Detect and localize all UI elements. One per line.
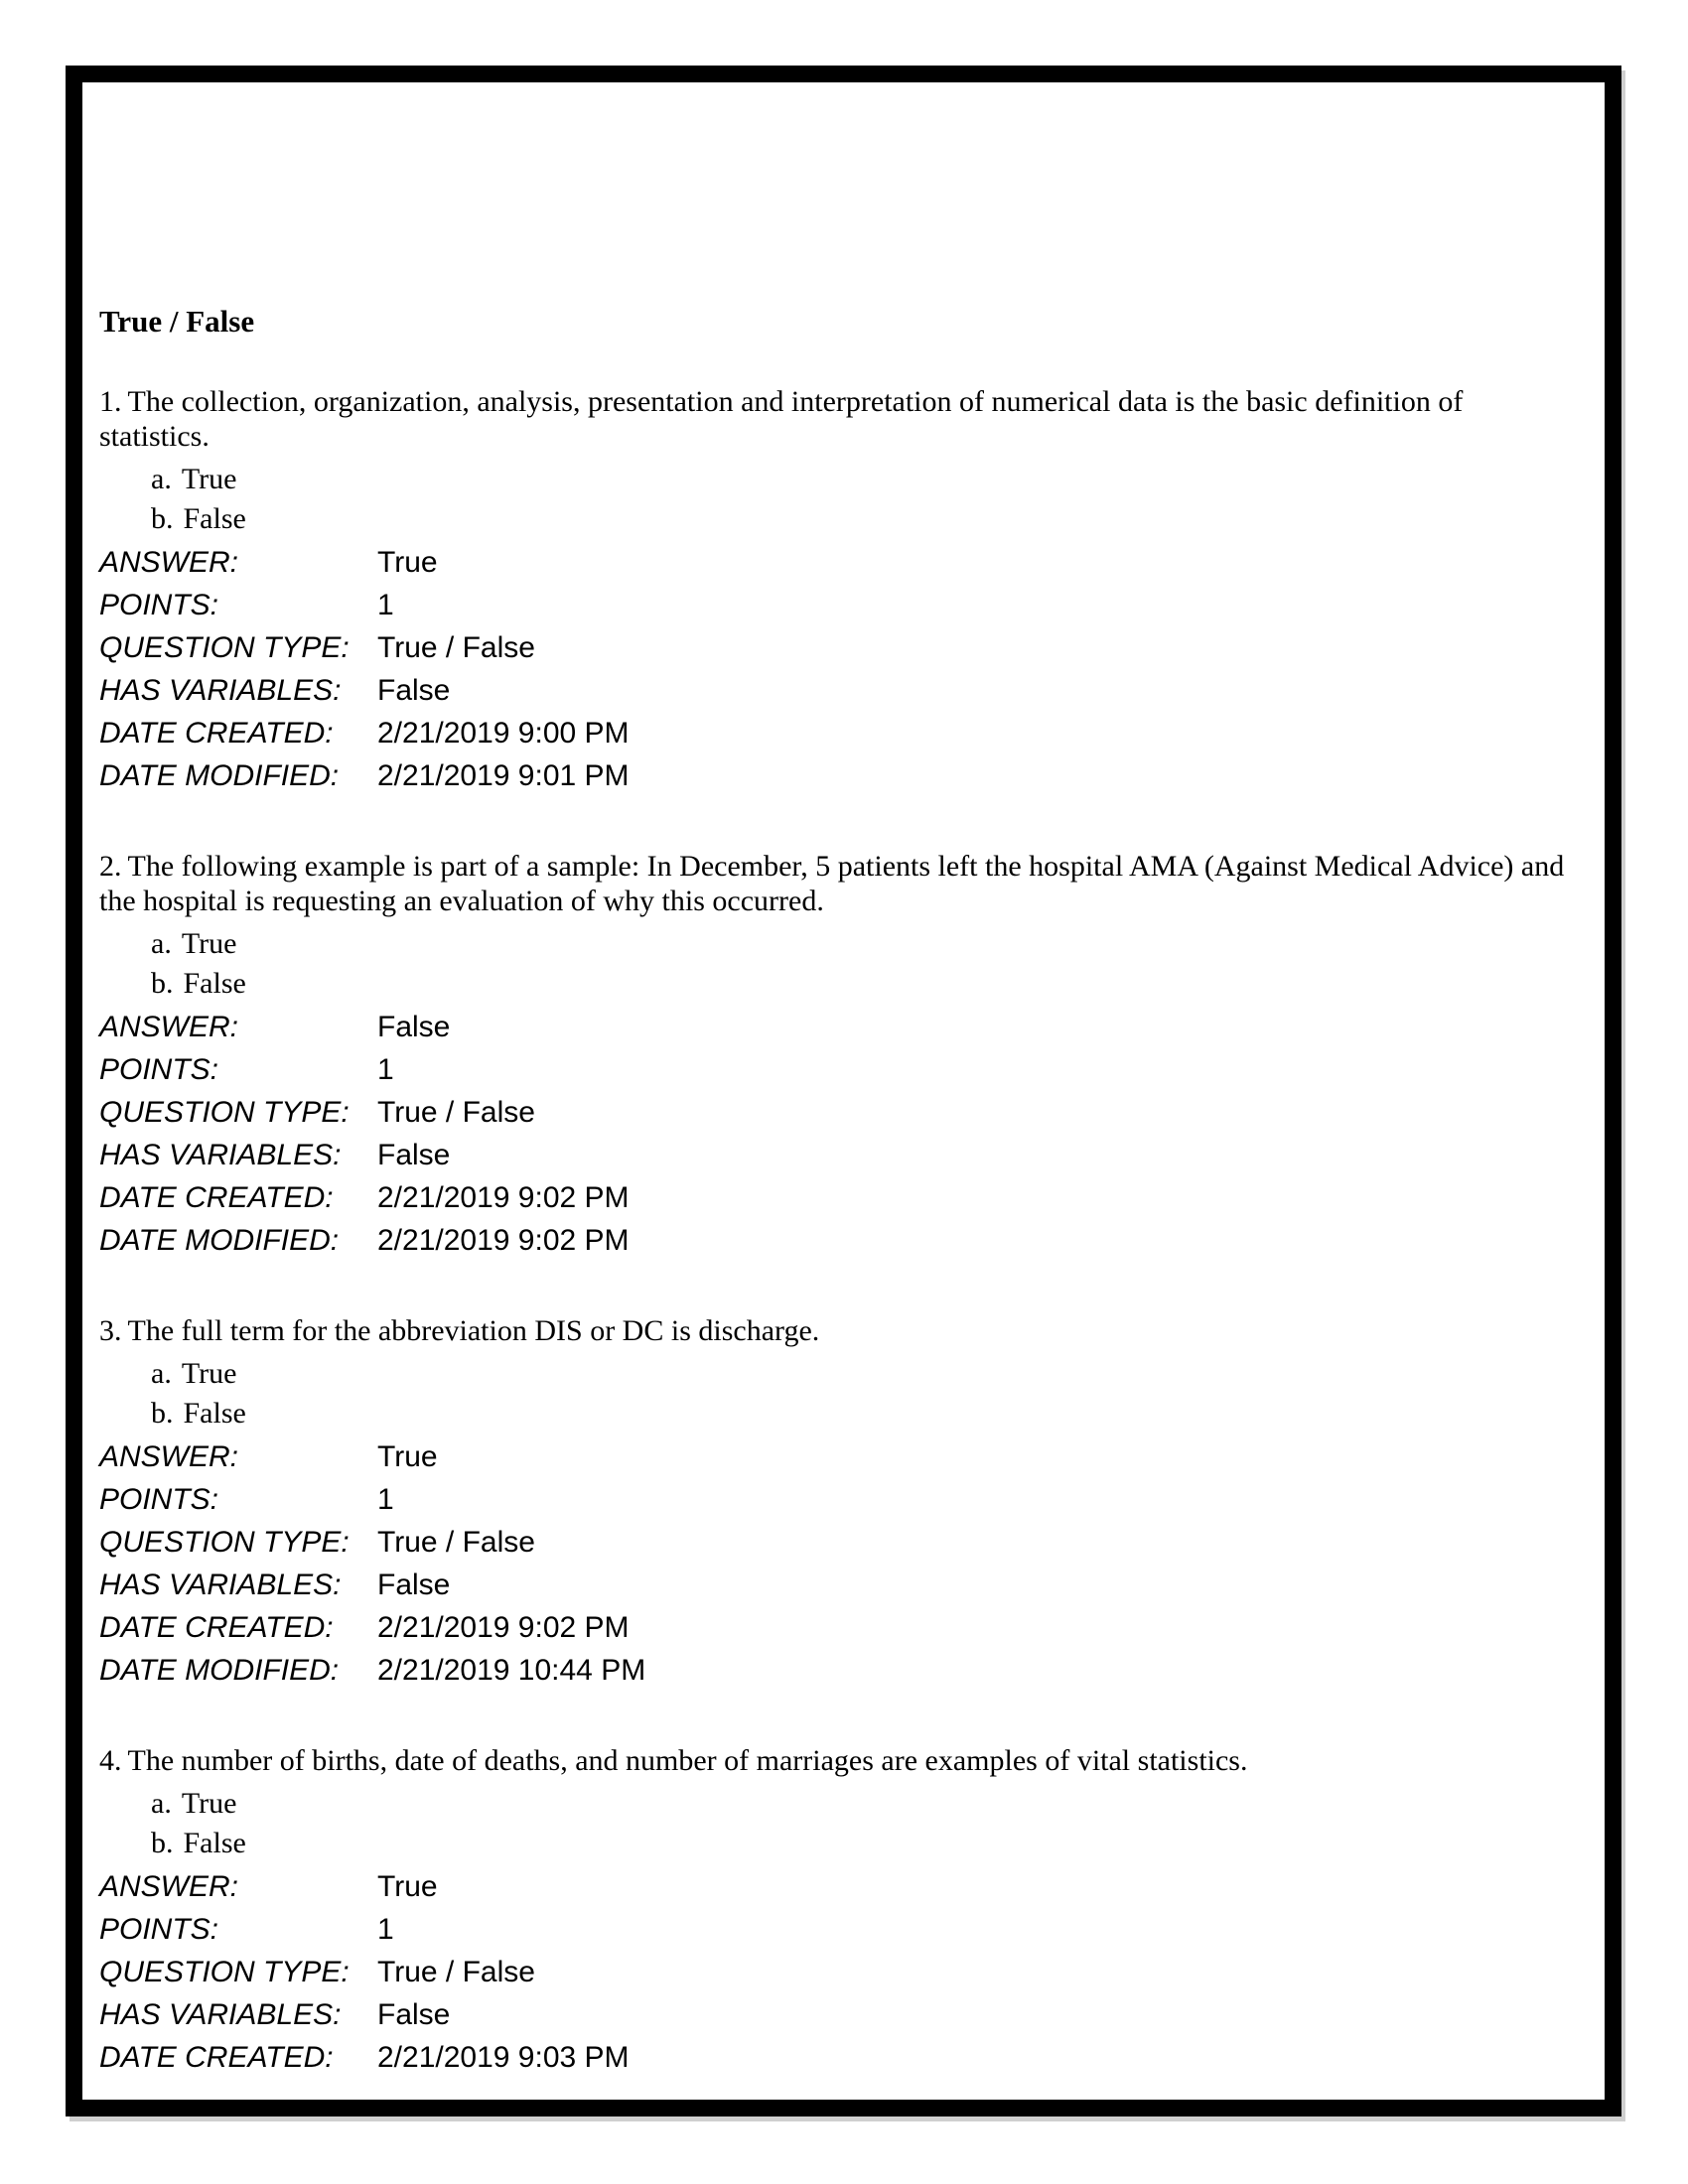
metadata-label: DATE MODIFIED: (99, 759, 340, 792)
page-border-frame (66, 66, 1621, 2116)
metadata-value: True / False (377, 1956, 535, 1988)
option-label: True (181, 463, 237, 495)
metadata-value: True / False (377, 1096, 535, 1129)
metadata-value: 2/21/2019 9:03 PM (377, 2041, 630, 2074)
metadata-label: HAS VARIABLES: (99, 1998, 342, 2031)
page-content (82, 82, 1605, 2079)
metadata-label: DATE MODIFIED: (99, 1224, 340, 1257)
options-list (99, 460, 1579, 539)
question-text (99, 384, 1579, 454)
metadata-value: 2/21/2019 9:01 PM (377, 759, 630, 792)
options-list (99, 1354, 1579, 1433)
metadata-row (99, 1951, 1579, 1993)
section-heading: True / False (99, 304, 255, 339)
metadata-value: False (377, 1998, 451, 2031)
metadata-value: False (377, 1139, 451, 1171)
metadata-label: ANSWER: (99, 1870, 239, 1903)
metadata-label: HAS VARIABLES: (99, 1569, 342, 1601)
metadata-label: POINTS: (99, 589, 219, 621)
metadata-row (99, 2036, 1579, 2079)
metadata-value: 2/21/2019 9:02 PM (377, 1611, 630, 1644)
metadata-label: POINTS: (99, 1053, 219, 1086)
metadata-label: QUESTION TYPE: (99, 1096, 350, 1129)
answer-option (99, 1784, 1579, 1824)
option-label: False (183, 502, 246, 535)
metadata-label: DATE CREATED: (99, 717, 334, 750)
answer-option (99, 1824, 1579, 1863)
metadata-label: DATE CREATED: (99, 2041, 334, 2074)
metadata-label: POINTS: (99, 1913, 219, 1946)
option-letter: a. (151, 463, 172, 495)
option-letter: a. (151, 1357, 172, 1390)
metadata-row (99, 1865, 1579, 1908)
question-number: 3. (99, 1314, 122, 1347)
metadata-value: 1 (377, 1913, 394, 1946)
question-text (99, 1743, 1579, 1778)
question-block (99, 384, 1579, 797)
metadata-row (99, 1006, 1579, 1048)
metadata-value: 2/21/2019 9:00 PM (377, 717, 630, 750)
metadata-label: QUESTION TYPE: (99, 1956, 350, 1988)
metadata-label: HAS VARIABLES: (99, 674, 342, 707)
metadata-list (99, 1865, 1579, 2079)
option-label: False (183, 967, 246, 1000)
options-list (99, 924, 1579, 1004)
metadata-row (99, 1435, 1579, 1478)
metadata-label: ANSWER: (99, 546, 239, 579)
metadata-label: QUESTION TYPE: (99, 1526, 350, 1559)
metadata-label: DATE CREATED: (99, 1611, 334, 1644)
metadata-label: DATE CREATED: (99, 1181, 334, 1214)
metadata-row (99, 626, 1579, 669)
option-label: True (181, 1787, 237, 1820)
metadata-value: True / False (377, 631, 535, 664)
metadata-value: 1 (377, 589, 394, 621)
answer-option (99, 499, 1579, 539)
metadata-label: ANSWER: (99, 1011, 239, 1043)
option-letter: b. (151, 1827, 174, 1859)
metadata-row (99, 1649, 1579, 1692)
question-number: 1. (99, 385, 122, 418)
metadata-row (99, 1478, 1579, 1521)
metadata-label: ANSWER: (99, 1440, 239, 1473)
answer-option (99, 1394, 1579, 1433)
metadata-row (99, 1176, 1579, 1219)
metadata-value: 2/21/2019 10:44 PM (377, 1654, 646, 1687)
metadata-row (99, 712, 1579, 754)
option-label: False (183, 1827, 246, 1859)
metadata-row (99, 1908, 1579, 1951)
metadata-row (99, 541, 1579, 584)
answer-option (99, 1354, 1579, 1394)
question-body: The collection, organization, analysis, presentation and interpretation of numerical data is the basic definition of statistics. (99, 385, 1464, 453)
metadata-row (99, 1993, 1579, 2036)
option-letter: b. (151, 502, 174, 535)
metadata-row (99, 1521, 1579, 1564)
metadata-value: 2/21/2019 9:02 PM (377, 1224, 630, 1257)
metadata-row (99, 584, 1579, 626)
metadata-row (99, 1606, 1579, 1649)
question-text (99, 849, 1579, 918)
metadata-list (99, 1435, 1579, 1692)
metadata-label: DATE MODIFIED: (99, 1654, 340, 1687)
metadata-list (99, 541, 1579, 797)
question-body: The full term for the abbreviation DIS or DC is discharge. (127, 1314, 820, 1347)
metadata-label: POINTS: (99, 1483, 219, 1516)
metadata-value: False (377, 1569, 451, 1601)
question-body: The following example is part of a sample: In December, 5 patients left the hospital AMA (Against Medical Advice) and the hospital is requesting an evaluation of why this occurred. (99, 850, 1565, 917)
metadata-value: 1 (377, 1053, 394, 1086)
question-number: 2. (99, 850, 122, 883)
option-letter: a. (151, 927, 172, 960)
metadata-value: 1 (377, 1483, 394, 1516)
metadata-value: True (377, 546, 438, 579)
option-letter: b. (151, 1397, 174, 1430)
question-body: The number of births, date of deaths, and number of marriages are examples of vital statistics. (127, 1744, 1248, 1777)
metadata-list (99, 1006, 1579, 1262)
option-label: True (181, 927, 237, 960)
question-block (99, 849, 1579, 1262)
question-number: 4. (99, 1744, 122, 1777)
question-text (99, 1313, 1579, 1348)
option-letter: a. (151, 1787, 172, 1820)
metadata-label: QUESTION TYPE: (99, 631, 350, 664)
question-block (99, 1313, 1579, 1692)
metadata-row (99, 1219, 1579, 1262)
metadata-value: True (377, 1870, 438, 1903)
metadata-value: False (377, 1011, 451, 1043)
metadata-value: True (377, 1440, 438, 1473)
metadata-row (99, 754, 1579, 797)
metadata-row (99, 1048, 1579, 1091)
metadata-label: HAS VARIABLES: (99, 1139, 342, 1171)
answer-option (99, 460, 1579, 499)
option-label: True (181, 1357, 237, 1390)
metadata-value: True / False (377, 1526, 535, 1559)
metadata-row (99, 1091, 1579, 1134)
metadata-value: False (377, 674, 451, 707)
questions-list (99, 384, 1579, 2079)
metadata-value: 2/21/2019 9:02 PM (377, 1181, 630, 1214)
answer-option (99, 964, 1579, 1004)
option-label: False (183, 1397, 246, 1430)
metadata-row (99, 1564, 1579, 1606)
question-block (99, 1743, 1579, 2079)
answer-option (99, 924, 1579, 964)
option-letter: b. (151, 967, 174, 1000)
options-list (99, 1784, 1579, 1863)
metadata-row (99, 1134, 1579, 1176)
metadata-row (99, 669, 1579, 712)
